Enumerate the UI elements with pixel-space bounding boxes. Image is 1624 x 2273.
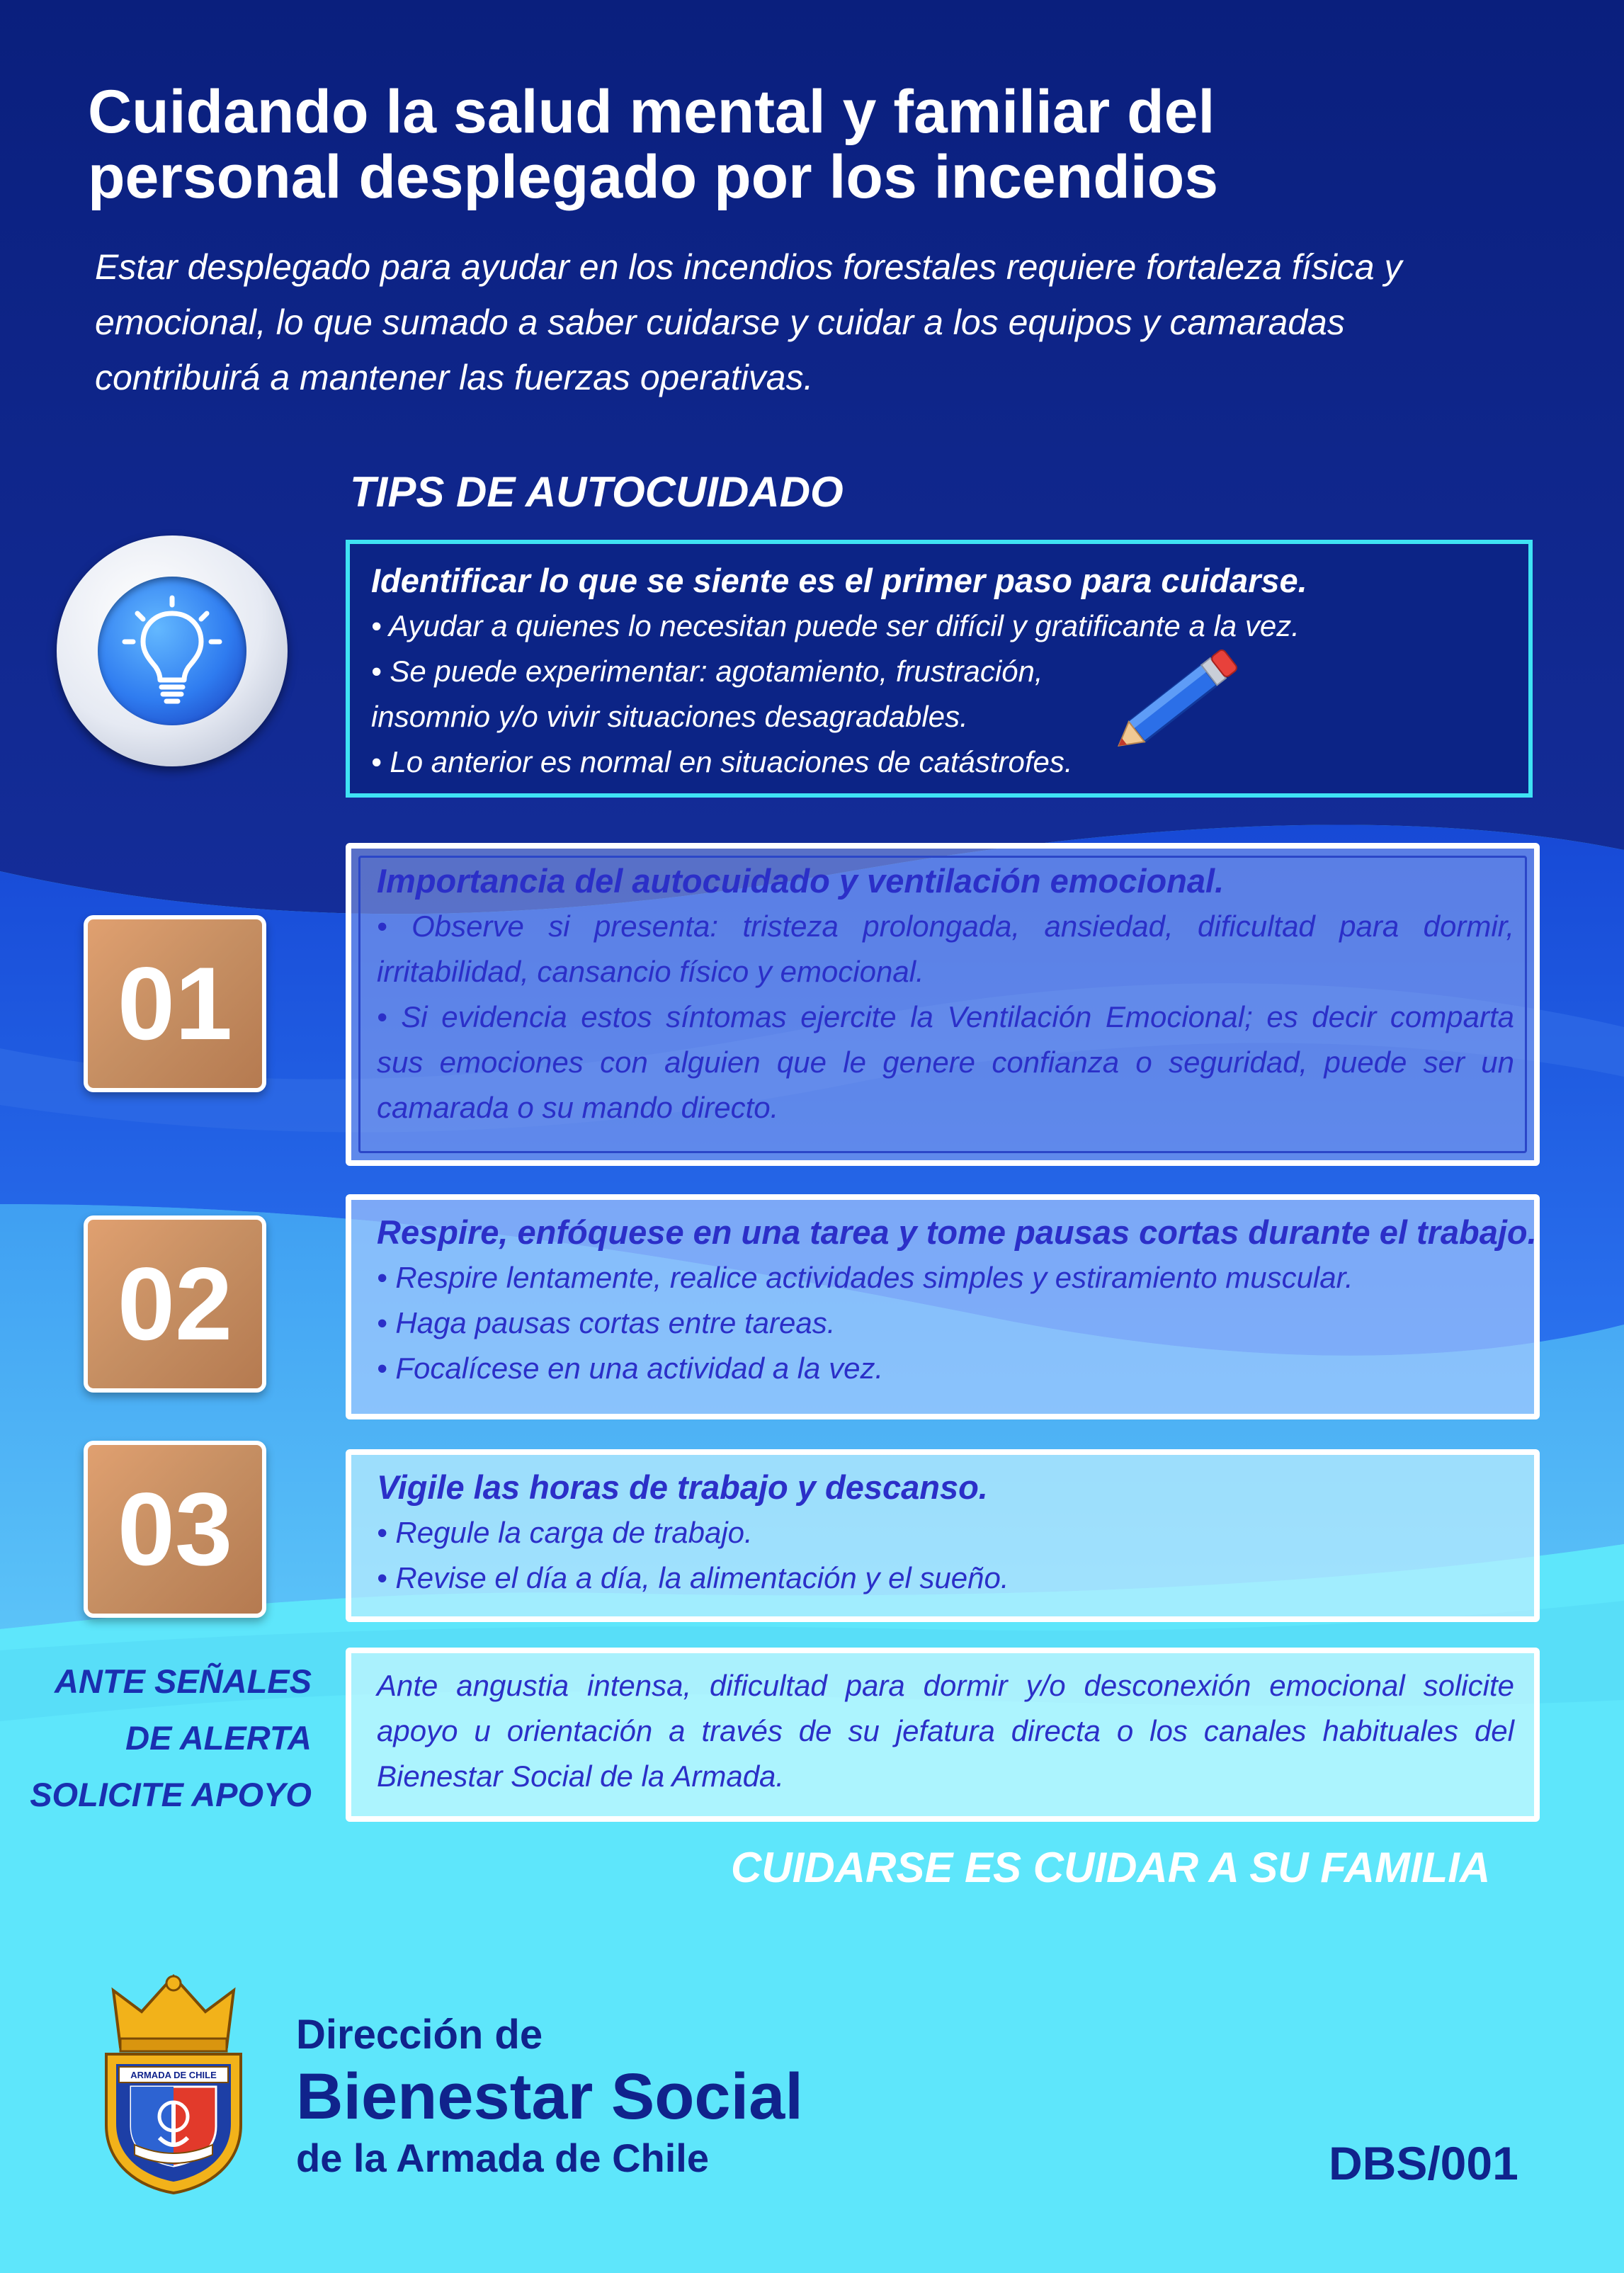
tip-line: camarada o su mando directo.: [377, 1091, 779, 1124]
intro-line-2: emocional, lo que sumado a saber cuidarse y cuidar a los equipos y camaradas: [95, 302, 1345, 342]
tip-number-03: 03: [84, 1441, 266, 1618]
alert-label: [28, 1653, 312, 1823]
tip-line: • Observe si presenta: tristeza prolongada, ansiedad, dificultad para dormir,: [377, 909, 1514, 943]
tip-card-02: [346, 1194, 1540, 1419]
lightbulb-badge: [57, 535, 288, 766]
intro-tip-line: • Lo anterior es normal en situaciones de catástrofes.: [371, 745, 1073, 778]
intro-tip-heading: Identificar lo que se siente es el primer paso para cuidarse.: [371, 562, 1307, 599]
title-line-2: personal desplegado por los incendios: [88, 143, 1219, 211]
alert-line: Ante angustia intensa, dificultad para dormir y/o desconexión emocional solicite: [377, 1669, 1514, 1702]
alert-label-line: DE ALERTA: [125, 1719, 312, 1757]
crest-label: ARMADA DE CHILE: [130, 2070, 217, 2080]
org-line-3: de la Armada de Chile: [296, 2136, 709, 2180]
org-line-1: Dirección de: [296, 2012, 543, 2058]
page-title: [88, 79, 1575, 210]
tip-line: • Respire lentamente, realice actividades simples y estiramiento muscular.: [377, 1261, 1353, 1294]
tip-card-03: [346, 1449, 1540, 1622]
tip-number-02: 02: [84, 1215, 266, 1393]
navy-crest-logo: [92, 1969, 255, 2196]
alert-label-line: ANTE SEÑALES: [55, 1662, 312, 1700]
intro-tip-box: [346, 540, 1533, 798]
slogan: CUIDARSE ES CUIDAR A SU FAMILIA: [731, 1844, 1491, 1891]
intro-line-3: contribuirá a mantener las fuerzas operativas.: [95, 358, 814, 397]
org-line-2: Bienestar Social: [296, 2061, 803, 2133]
alert-label-line: SOLICITE APOYO: [30, 1776, 312, 1813]
tips-heading: TIPS DE AUTOCUIDADO: [350, 468, 844, 516]
lightbulb-icon: [98, 577, 246, 725]
tip-heading: Respire, enfóquese en una tarea y tome pausas cortas durante el trabajo.: [377, 1213, 1537, 1251]
alert-line: apoyo u orientación a través de su jefatura directa o los canales habituales del: [377, 1714, 1514, 1747]
tip-line: sus emociones con alguien que le genere confianza o seguridad, puede ser un: [377, 1045, 1514, 1079]
intro-tip-line: • Se puede experimentar: agotamiento, frustración,: [371, 654, 1043, 688]
intro-tip-line: insomnio y/o vivir situaciones desagradables.: [371, 700, 968, 733]
alert-line: Bienestar Social de la Armada.: [377, 1759, 785, 1793]
tip-line: • Revise el día a día, la alimentación y el sueño.: [377, 1561, 1009, 1594]
intro-tip-line: • Ayudar a quienes lo necesitan puede ser difícil y gratificante a la vez.: [371, 609, 1300, 642]
document-code: DBS/001: [1329, 2137, 1518, 2189]
organization-name: [296, 2010, 803, 2183]
tip-line: • Si evidencia estos síntomas ejercite la Ventilación Emocional; es decir comparta: [377, 1000, 1514, 1033]
intro-line-1: Estar desplegado para ayudar en los incendios forestales requiere fortaleza física y: [95, 247, 1402, 287]
tip-number-01: 01: [84, 915, 266, 1092]
pencil-icon: [1098, 630, 1254, 772]
tip-card-01: [346, 843, 1540, 1166]
tip-heading: Importancia del autocuidado y ventilación emocional.: [377, 862, 1225, 900]
intro-paragraph: [95, 239, 1568, 405]
tip-line: • Regule la carga de trabajo.: [377, 1516, 753, 1549]
tip-line: • Haga pausas cortas entre tareas.: [377, 1306, 836, 1339]
tip-line: • Focalícese en una actividad a la vez.: [377, 1351, 884, 1385]
tip-heading: Vigile las horas de trabajo y descanso.: [377, 1468, 988, 1506]
title-line-1: Cuidando la salud mental y familiar del: [88, 78, 1215, 146]
tip-line: irritabilidad, cansancio físico y emocional.: [377, 955, 924, 988]
alert-card: [346, 1648, 1540, 1822]
